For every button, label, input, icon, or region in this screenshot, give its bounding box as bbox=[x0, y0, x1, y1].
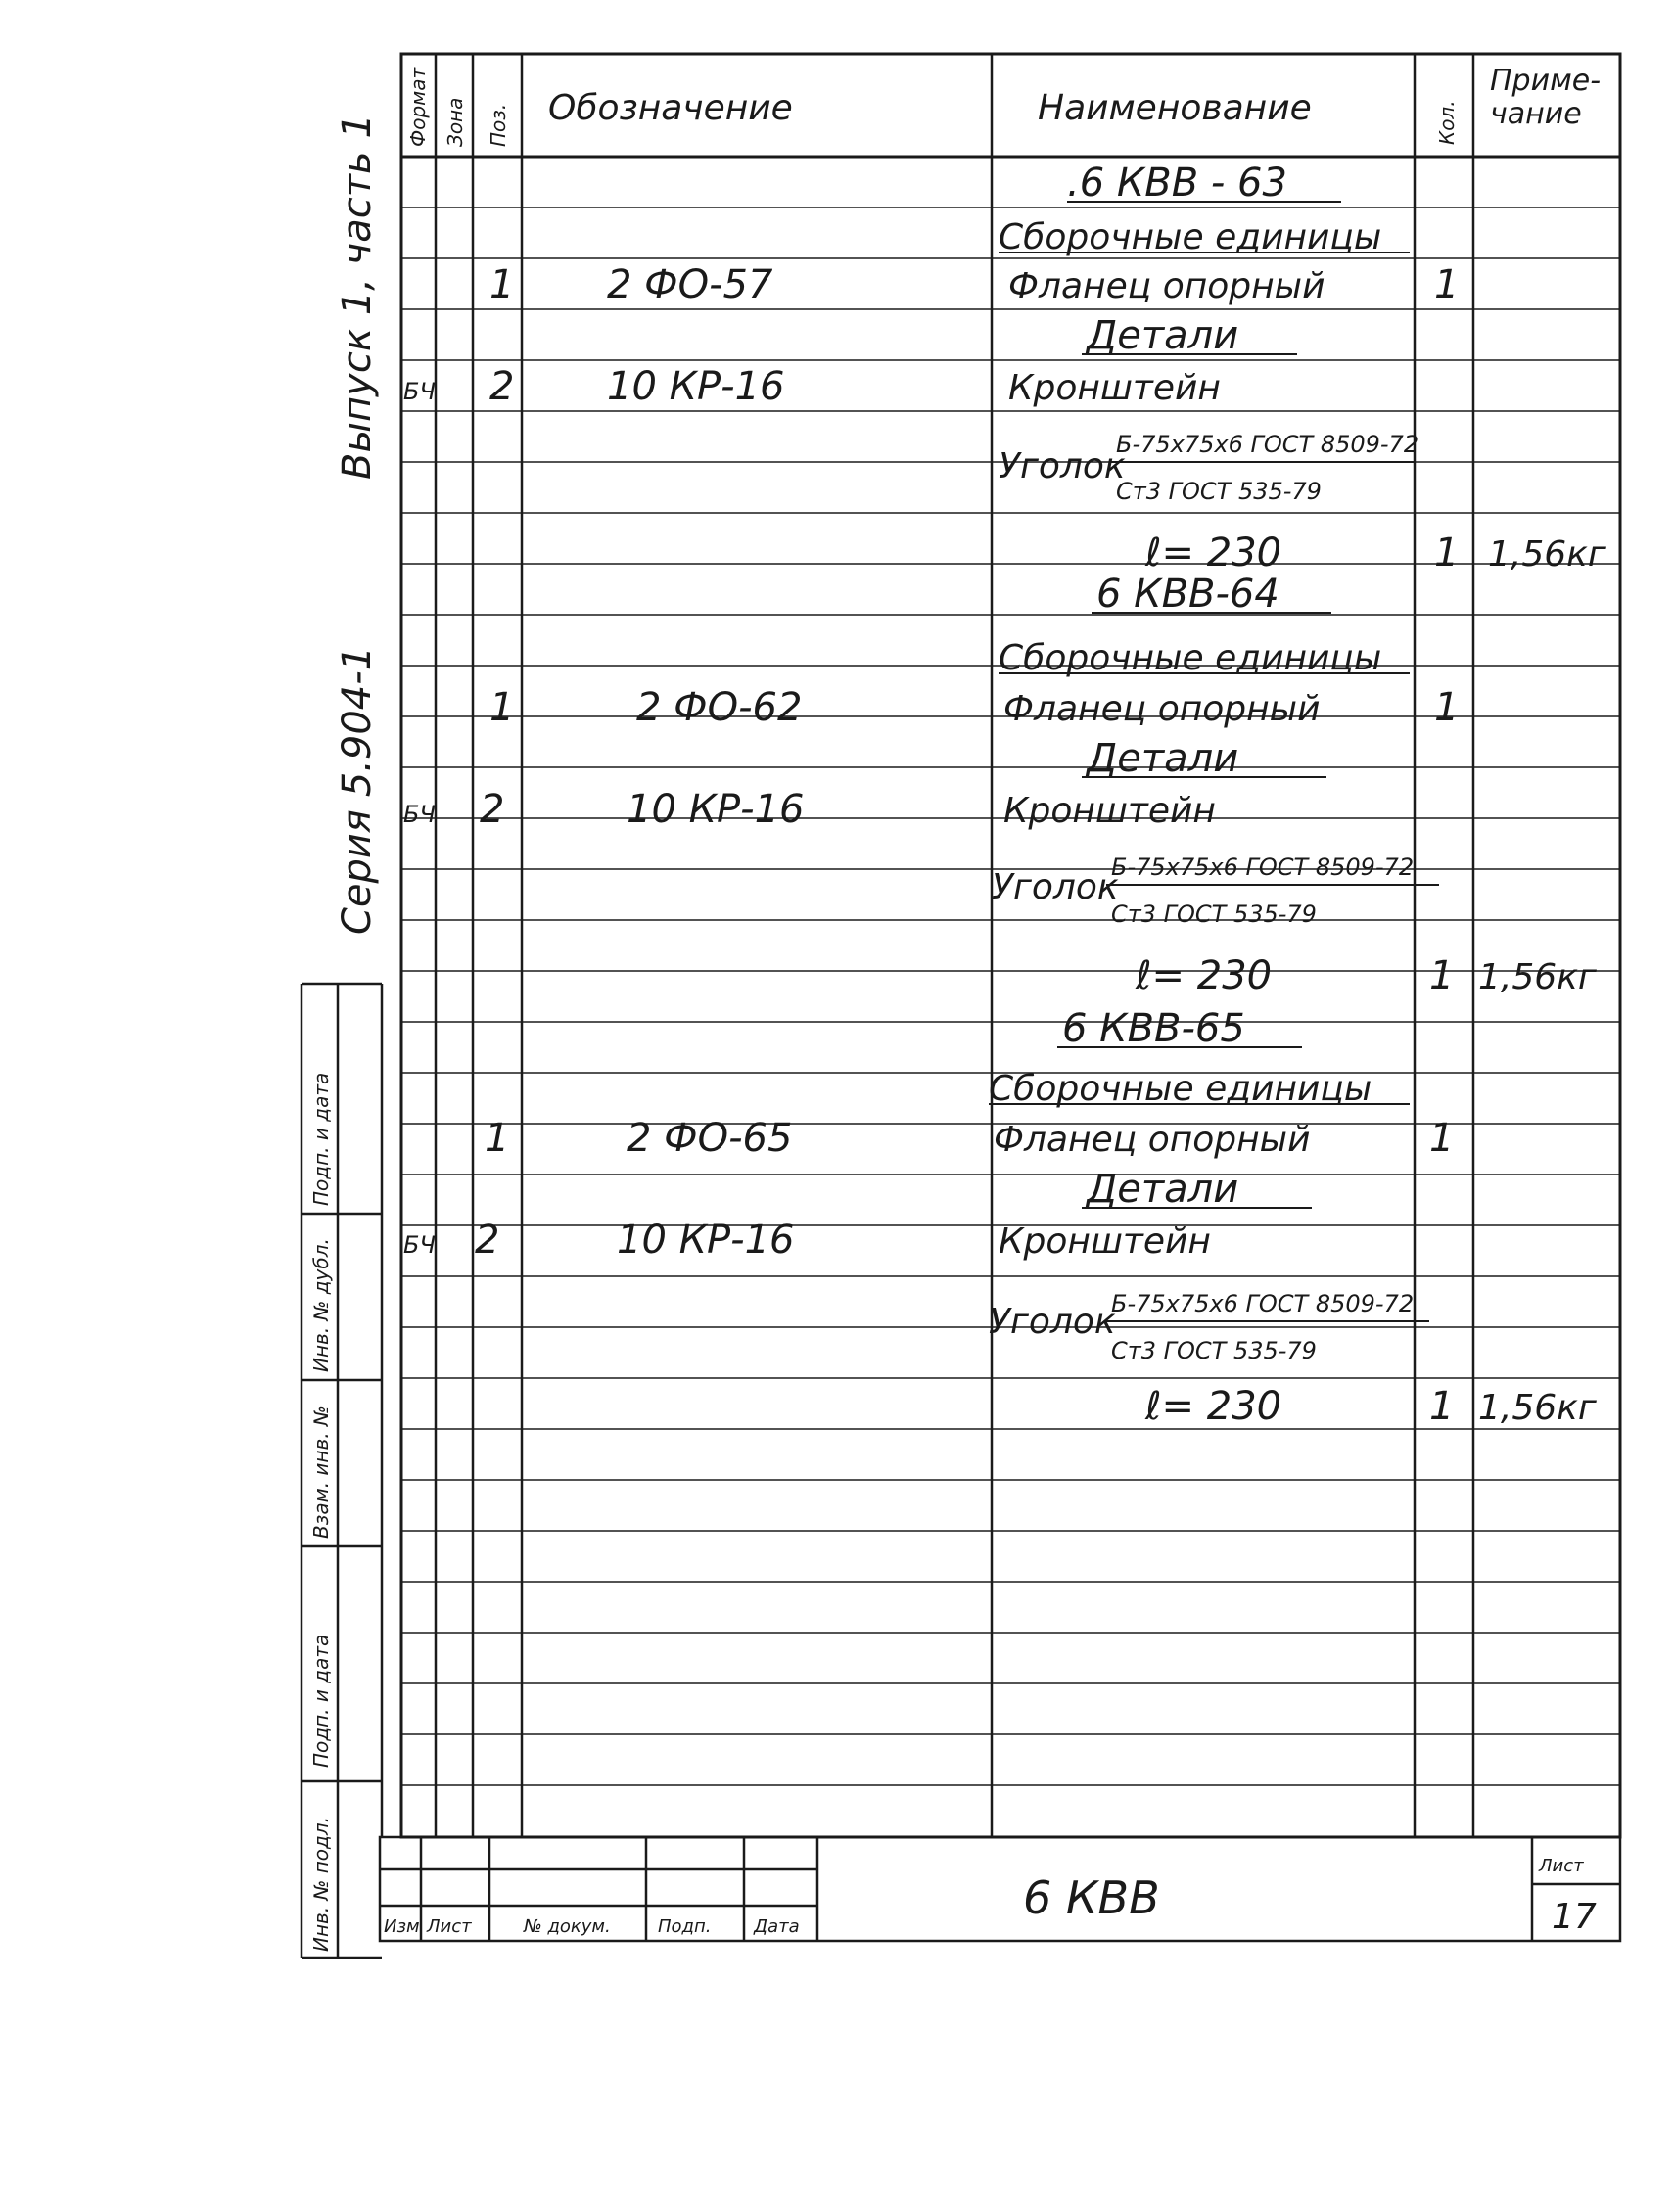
tb-col-change: Изм bbox=[384, 1916, 420, 1937]
row-13-top: Б-75х75х6 ГОСТ 8509-72 bbox=[1111, 853, 1415, 881]
tb-sheet-number: 17 bbox=[1552, 1897, 1597, 1937]
issue-label: Выпуск 1, часть 1 bbox=[335, 114, 380, 480]
row-7-qty: 1 bbox=[1434, 530, 1460, 576]
row-20-prefix: Уголок bbox=[989, 1302, 1116, 1342]
row-15-name: 6 КВВ-65 bbox=[1062, 1006, 1245, 1051]
row-3-pos: 1 bbox=[489, 262, 515, 307]
row-17-pos: 1 bbox=[485, 1116, 510, 1161]
tb-col-sign: Подп. bbox=[658, 1916, 712, 1937]
row-19-format: БЧ bbox=[403, 1231, 436, 1259]
row-12-name: Кронштейн bbox=[1003, 791, 1216, 831]
tb-sheet-label: Лист bbox=[1539, 1856, 1584, 1876]
header-qty: Кол. bbox=[1435, 100, 1459, 145]
row-9-name: Сборочные единицы bbox=[999, 638, 1382, 678]
row-3-qty: 1 bbox=[1434, 262, 1460, 307]
row-8-name: 6 КВВ-64 bbox=[1096, 572, 1279, 617]
row-14-qty: 1 bbox=[1429, 953, 1455, 998]
row-19-pos: 2 bbox=[475, 1218, 500, 1263]
margin-stamp bbox=[302, 984, 382, 1958]
spec-table-grid bbox=[401, 54, 1620, 1837]
tb-doc-code: 6 КВВ bbox=[1023, 1871, 1160, 1924]
row-2-name: Сборочные единицы bbox=[999, 217, 1382, 257]
section-6kvv-65 bbox=[403, 1006, 1598, 1429]
row-10-pos: 1 bbox=[489, 685, 515, 730]
section-6kvv-64 bbox=[403, 572, 1598, 998]
row-6-top: Б-75х75х6 ГОСТ 8509-72 bbox=[1116, 431, 1419, 458]
row-17-designation: 2 ФО-65 bbox=[627, 1116, 793, 1161]
title-block bbox=[380, 1837, 1620, 1941]
replace-inv-label: Взам. инв. № bbox=[309, 1406, 333, 1539]
row-17-name: Фланец опорный bbox=[994, 1120, 1311, 1160]
sign-date-1-label: Подп. и дата bbox=[309, 1072, 333, 1206]
series-label: Серия 5.904-1 bbox=[335, 645, 380, 935]
row-7-name: ℓ= 230 bbox=[1145, 530, 1282, 576]
row-12-designation: 10 КР-16 bbox=[627, 787, 805, 832]
row-14-note: 1,56кг bbox=[1478, 957, 1597, 997]
header-name: Наименование bbox=[1038, 88, 1312, 128]
header-zone: Зона bbox=[443, 97, 467, 147]
tb-col-doc: № докум. bbox=[524, 1916, 611, 1937]
row-21-qty: 1 bbox=[1429, 1384, 1455, 1429]
row-13-bottom: Ст3 ГОСТ 535-79 bbox=[1111, 900, 1317, 928]
row-3-designation: 2 ФО-57 bbox=[607, 262, 773, 307]
row-10-designation: 2 ФО-62 bbox=[636, 685, 803, 730]
dup-inv-label: Инв. № дубл. bbox=[309, 1238, 333, 1372]
tb-col-date: Дата bbox=[754, 1916, 800, 1937]
header-note-line1: Приме- bbox=[1490, 64, 1602, 98]
row-5-pos: 2 bbox=[489, 364, 515, 409]
row-16-name: Сборочные единицы bbox=[989, 1069, 1372, 1109]
row-4-name: Детали bbox=[1087, 313, 1239, 358]
row-12-pos: 2 bbox=[480, 787, 505, 832]
row-5-name: Кронштейн bbox=[1008, 368, 1221, 408]
row-6-bottom: Ст3 ГОСТ 535-79 bbox=[1116, 478, 1322, 505]
row-17-qty: 1 bbox=[1429, 1116, 1455, 1161]
row-13-prefix: Уголок bbox=[992, 867, 1119, 907]
row-18-name: Детали bbox=[1087, 1167, 1239, 1212]
table-header bbox=[406, 64, 1601, 147]
orig-inv-label: Инв. № подл. bbox=[309, 1817, 333, 1952]
row-12-format: БЧ bbox=[403, 801, 436, 828]
row-7-note: 1,56кг bbox=[1488, 534, 1606, 575]
header-pos: Поз. bbox=[487, 103, 510, 147]
row-20-top: Б-75х75х6 ГОСТ 8509-72 bbox=[1111, 1290, 1415, 1317]
row-11-name: Детали bbox=[1087, 736, 1239, 781]
header-note-line2: чание bbox=[1490, 97, 1582, 131]
row-1-name: .6 КВВ - 63 bbox=[1067, 161, 1287, 206]
row-20-bottom: Ст3 ГОСТ 535-79 bbox=[1111, 1337, 1317, 1364]
row-3-name: Фланец опорный bbox=[1008, 266, 1325, 306]
row-6-prefix: Уголок bbox=[999, 446, 1126, 486]
row-14-name: ℓ= 230 bbox=[1136, 953, 1273, 998]
row-21-name: ℓ= 230 bbox=[1145, 1384, 1282, 1429]
sign-date-2-label: Подп. и дата bbox=[309, 1634, 333, 1768]
row-19-name: Кронштейн bbox=[999, 1221, 1211, 1262]
row-5-format: БЧ bbox=[403, 378, 436, 405]
row-19-designation: 10 КР-16 bbox=[617, 1218, 795, 1263]
row-10-name: Фланец опорный bbox=[1003, 689, 1321, 729]
row-10-qty: 1 bbox=[1434, 685, 1460, 730]
header-format: Формат bbox=[406, 67, 430, 147]
tb-col-sheet: Лист bbox=[427, 1916, 472, 1937]
left-margin-labels bbox=[335, 114, 380, 935]
row-5-designation: 10 КР-16 bbox=[607, 364, 785, 409]
row-21-note: 1,56кг bbox=[1478, 1388, 1597, 1428]
header-designation: Обозначение bbox=[548, 88, 793, 128]
